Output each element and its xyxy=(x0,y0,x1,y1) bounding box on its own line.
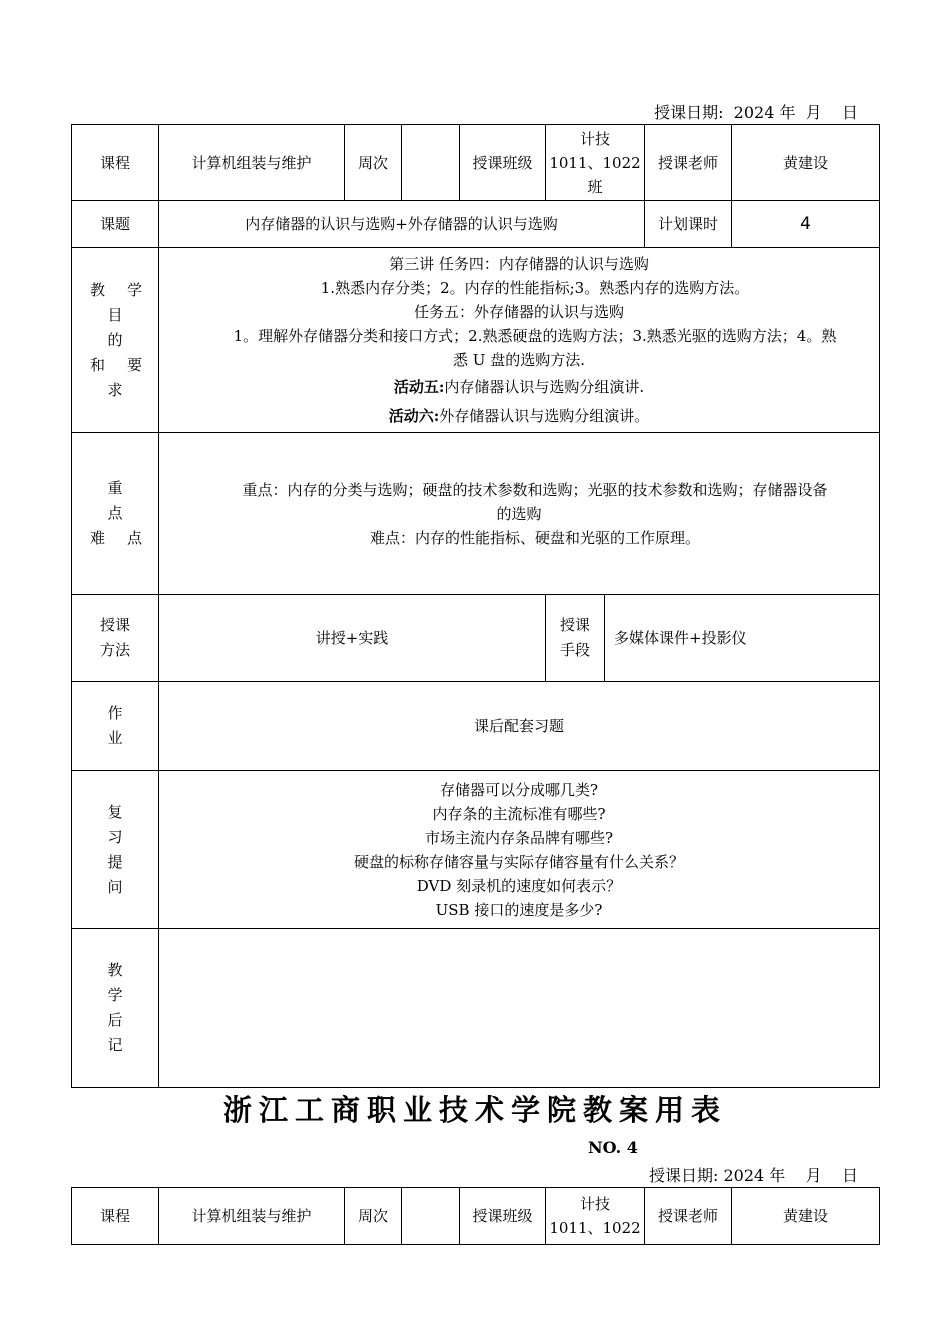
teacher-value: 黄建设 xyxy=(732,1188,880,1245)
review-question: USB 接口的速度是多少? xyxy=(435,900,603,919)
key-label-line: 难 点 xyxy=(90,529,142,547)
review-label-line: 习 xyxy=(107,827,123,846)
goals-label-line: 教 学 xyxy=(90,280,142,299)
goals-line: 任务五：外存储器的认识与选购 xyxy=(413,303,624,321)
goals-line: 1.熟悉内存分类；2。内存的性能指标;3。熟悉内存的选购方法。 xyxy=(320,279,750,297)
activity-five-text: 内存储器认识与选购分组演讲. xyxy=(444,378,645,396)
method-value: 讲授+实践 xyxy=(159,595,546,682)
class-value xyxy=(546,125,645,201)
key-points-content xyxy=(159,433,880,595)
activity-five xyxy=(159,375,879,399)
goals-label xyxy=(72,248,159,433)
means-cell xyxy=(546,595,880,682)
review-question: 内存条的主流标准有哪些? xyxy=(432,804,606,823)
activity-six xyxy=(159,404,879,428)
teaching-date-page2: 授课日期: 2024 年 月 日 xyxy=(649,1166,858,1185)
class-value xyxy=(546,1188,645,1245)
week-value xyxy=(402,1188,460,1245)
topic-row xyxy=(72,201,880,248)
class-value-line: 计技 xyxy=(579,1195,610,1213)
teacher-label: 授课老师 xyxy=(645,125,732,201)
notes-value xyxy=(159,929,880,1088)
hours-value: 4 xyxy=(732,201,880,248)
key-label-line: 重 xyxy=(107,479,123,497)
course-value: 计算机组装与维护 xyxy=(159,1188,345,1245)
teacher-label: 授课老师 xyxy=(645,1188,732,1245)
homework-value: 课后配套习题 xyxy=(159,682,880,771)
class-value-line: 班 xyxy=(587,177,603,196)
notes-label-line: 后 xyxy=(107,1011,123,1029)
lesson-plan-table-page2 xyxy=(71,1187,880,1245)
review-question: DVD 刻录机的速度如何表示？ xyxy=(416,876,622,895)
topic-label: 课题 xyxy=(72,201,159,248)
notes-label-line: 记 xyxy=(107,1036,123,1054)
homework-row xyxy=(72,682,880,771)
review-question: 存储器可以分成哪几类? xyxy=(439,780,599,799)
page-number: NO. 4 xyxy=(588,1138,638,1157)
key-points-label xyxy=(72,433,159,595)
notes-label-line: 教 xyxy=(107,961,123,979)
goals-line: 悉 U 盘的选购方法. xyxy=(453,351,585,369)
method-label-line: 方法 xyxy=(99,641,130,659)
goals-row xyxy=(72,248,880,433)
teacher-value: 黄建设 xyxy=(732,125,880,201)
method-label-line: 授课 xyxy=(99,616,130,634)
class-label: 授课班级 xyxy=(460,1188,546,1245)
review-question: 市场主流内存条品牌有哪些? xyxy=(424,828,614,847)
course-label: 课程 xyxy=(72,1188,159,1245)
means-label xyxy=(546,595,605,681)
teaching-date: 授课日期: 2024 年 月 日 xyxy=(654,103,858,122)
key-label-line: 点 xyxy=(107,504,123,522)
week-label: 周次 xyxy=(345,125,402,201)
goals-line: 1。理解外存储器分类和接口方式；2.熟悉硬盘的选购方法；3.熟悉光驱的选购方法；4。熟 xyxy=(233,327,837,345)
key-line: 重点：内存的分类与选购；硬盘的技术参数和选购；光驱的技术参数和选购；存储器设备 xyxy=(242,480,828,499)
week-label: 周次 xyxy=(345,1188,402,1245)
review-question: 硬盘的标称存储容量与实际存储容量有什么关系？ xyxy=(353,852,684,871)
activity-six-title: 活动六: xyxy=(388,407,440,425)
header-row xyxy=(72,125,880,201)
week-value xyxy=(402,125,460,201)
goals-label-line: 和 要 xyxy=(90,355,142,374)
lesson-plan-table xyxy=(71,124,880,1088)
means-label-line: 手段 xyxy=(559,641,590,659)
method-label xyxy=(72,595,159,682)
review-questions xyxy=(159,771,880,929)
notes-label-line: 学 xyxy=(107,986,123,1004)
notes-row xyxy=(72,929,880,1088)
goals-line: 第三讲 任务四：内存储器的认识与选购 xyxy=(389,255,649,273)
course-label: 课程 xyxy=(72,125,159,201)
goals-label-line: 求 xyxy=(107,380,123,399)
review-label-line: 提 xyxy=(107,852,123,871)
means-value: 多媒体课件+投影仪 xyxy=(614,629,747,647)
key-line: 的选购 xyxy=(496,504,542,523)
class-value-line: 计技 xyxy=(579,129,610,148)
notes-label xyxy=(72,929,159,1088)
means-label-line: 授课 xyxy=(559,616,590,634)
activity-six-text: 外存储器认识与选购分组演讲。 xyxy=(439,407,650,425)
review-label-line: 问 xyxy=(107,877,123,896)
goals-content xyxy=(159,248,880,433)
key-points-row xyxy=(72,433,880,595)
method-row xyxy=(72,595,880,682)
review-row xyxy=(72,771,880,929)
goals-label-line: 目 xyxy=(107,305,123,324)
homework-label-line: 作 xyxy=(107,704,123,722)
topic-value: 内存储器的认识与选购+外存储器的认识与选购 xyxy=(159,201,645,248)
goals-label-line: 的 xyxy=(107,330,123,349)
class-value-line: 1011、1022 xyxy=(549,1219,641,1237)
review-label-line: 复 xyxy=(107,802,123,821)
course-value: 计算机组装与维护 xyxy=(159,125,345,201)
review-label xyxy=(72,771,159,929)
school-title: 浙江工商职业技术学院教案用表 xyxy=(222,1093,727,1127)
class-value-line: 1011、1022 xyxy=(549,153,641,172)
homework-label xyxy=(72,682,159,771)
activity-five-title: 活动五: xyxy=(393,378,445,396)
header-row-page2 xyxy=(72,1188,880,1245)
homework-label-line: 业 xyxy=(107,729,123,747)
hours-label: 计划课时 xyxy=(645,201,732,248)
class-label: 授课班级 xyxy=(460,125,546,201)
key-line: 难点：内存的性能指标、硬盘和光驱的工作原理。 xyxy=(369,528,700,547)
